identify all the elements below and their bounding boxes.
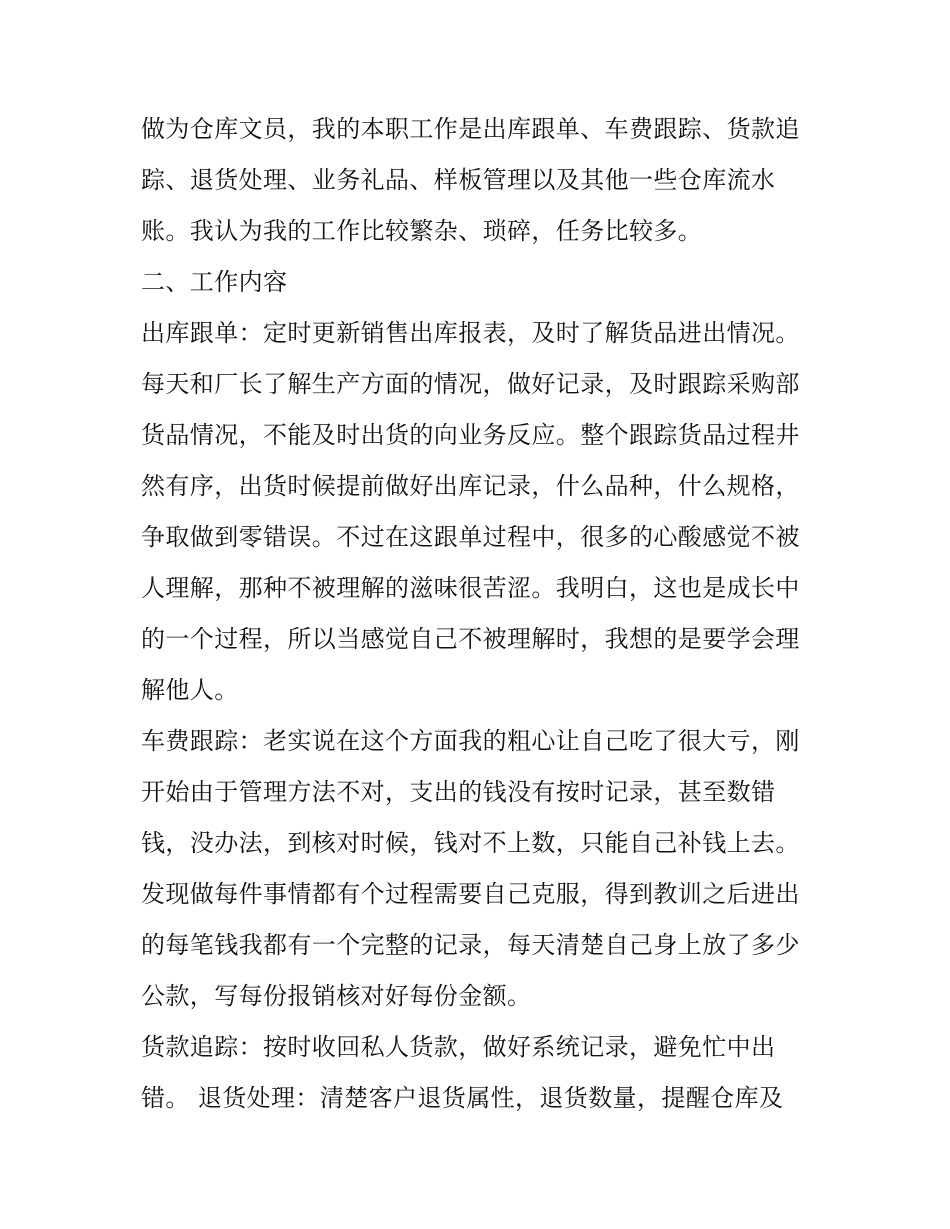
text-line: 货品情况，不能及时出货的向业务反应。整个跟踪货品过程井 [141,421,800,449]
text-line: 钱，没办法，到核对时候，钱对不上数，只能自己补钱上去。 [141,829,800,857]
section-heading: 二、工作内容 [141,268,288,296]
text-line: 踪、退货处理、业务礼品、样板管理以及其他一些仓库流水 [141,166,776,194]
text-line: 公款，写每份报销核对好每份金额。 [141,982,532,1010]
text-line: 然有序，出货时候提前做好出库记录，什么品种，什么规格， [141,472,800,500]
text-line: 做为仓库文员，我的本职工作是出库跟单、车费跟踪、货款追 [141,115,800,143]
text-line: 争取做到零错误。不过在这跟单过程中，很多的心酸感觉不被 [141,523,800,551]
text-line: 人理解，那种不被理解的滋味很苦涩。我明白，这也是成长中 [141,574,800,602]
text-line: 车费跟踪：老实说在这个方面我的粗心让自己吃了很大亏，刚 [141,727,800,755]
text-line: 发现做每件事情都有个过程需要自己克服，得到教训之后进出 [141,880,800,908]
text-line: 的每笔钱我都有一个完整的记录，每天清楚自己身上放了多少 [141,931,800,959]
text-line: 账。我认为我的工作比较繁杂、琐碎，任务比较多。 [141,217,703,245]
text-line: 货款追踪：按时收回私人货款，做好系统记录，避免忙中出 [141,1033,776,1061]
document-body [141,104,821,1124]
text-line: 的一个过程，所以当感觉自己不被理解时，我想的是要学会理 [141,625,800,653]
text-line: 出库跟单：定时更新销售出库报表，及时了解货品进出情况。 [141,319,800,347]
text-line: 开始由于管理方法不对，支出的钱没有按时记录，甚至数错 [141,778,776,806]
text-line: 错。 退货处理：清楚客户退货属性，退货数量，提醒仓库及 [141,1084,784,1112]
text-line: 每天和厂长了解生产方面的情况，做好记录，及时跟踪采购部 [141,370,800,398]
text-line: 解他人。 [141,676,239,704]
